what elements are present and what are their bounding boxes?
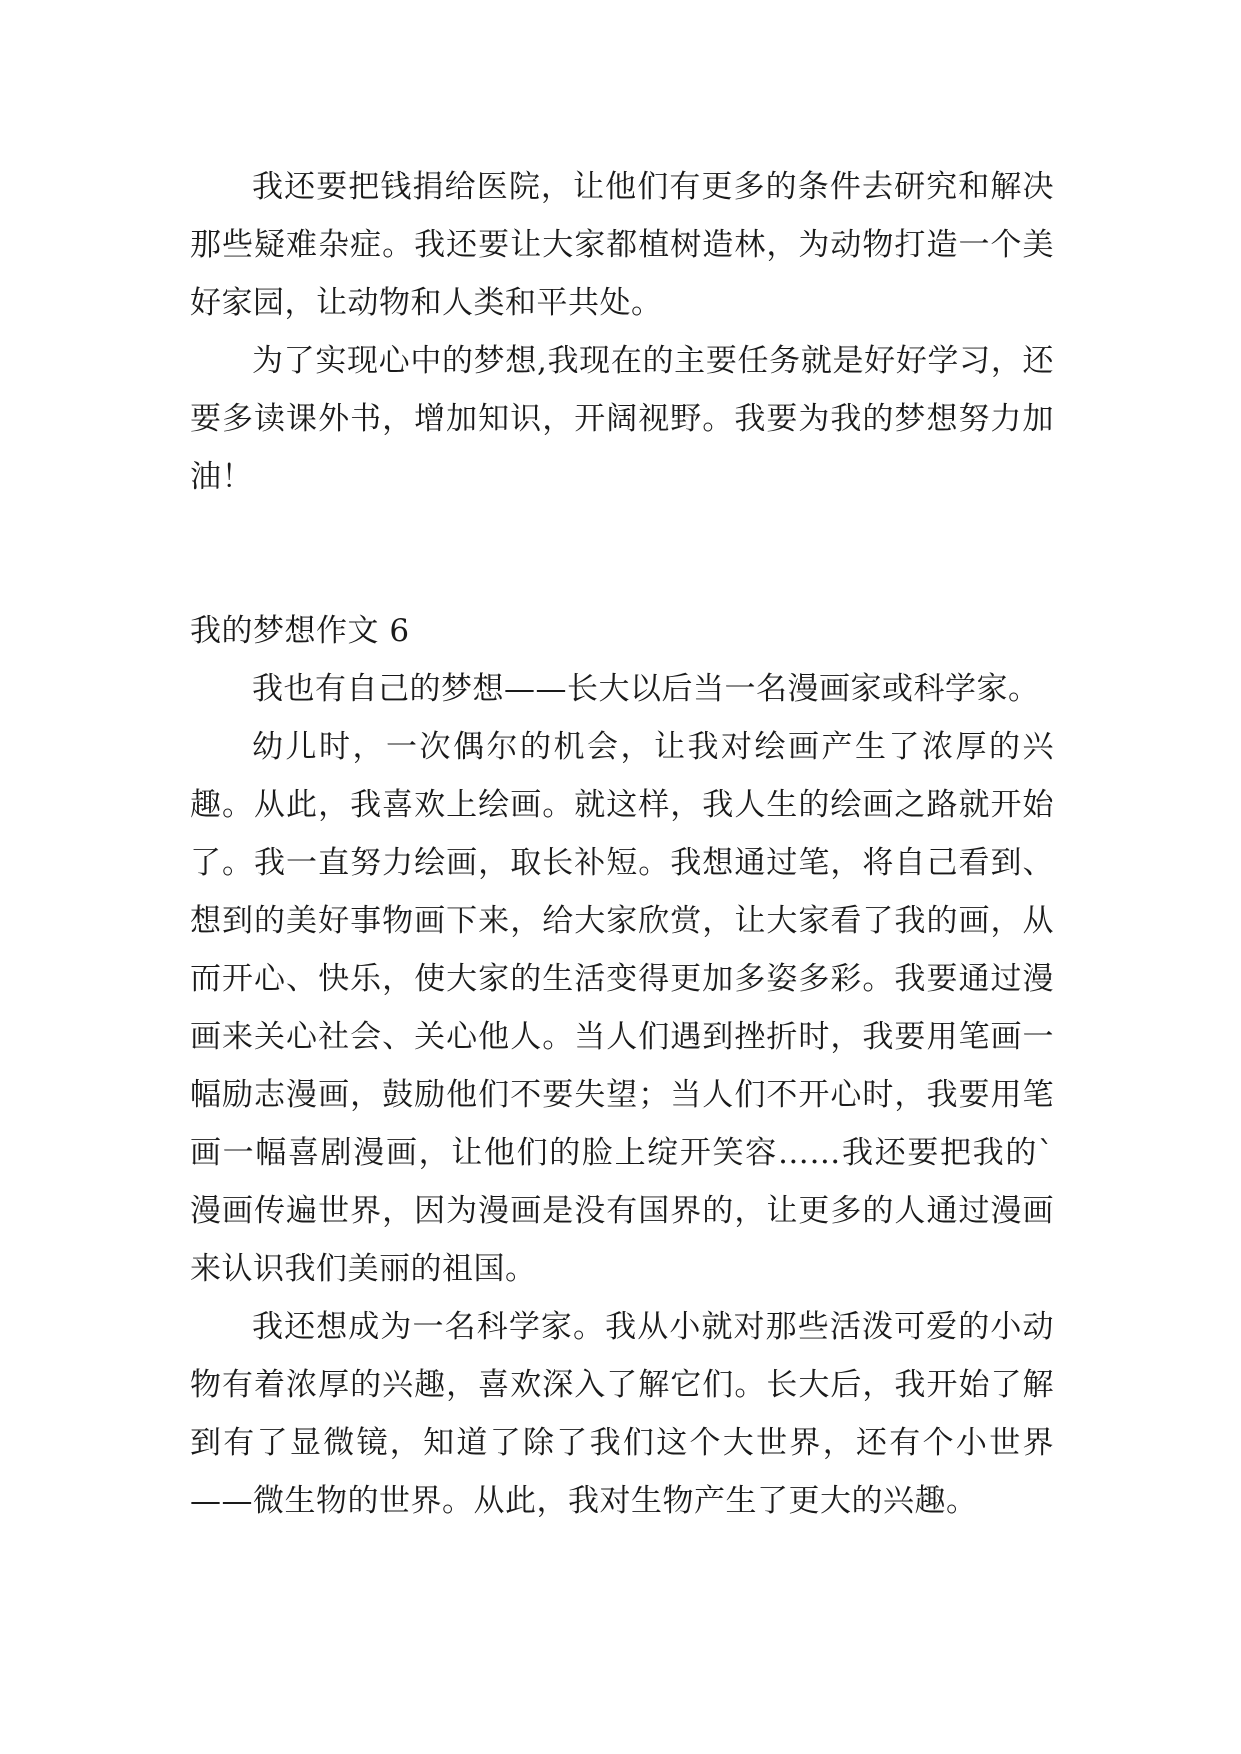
section-heading: 我的梦想作文 6 [190, 613, 410, 649]
paragraph-donation: 我还要把钱捐给医院，让他们有更多的条件去研究和解决那些疑难杂症。我还要让大家都植树造林，为动物打造一个美好家园，让动物和人类和平共处。 [190, 169, 1054, 321]
paragraph-dream-intro: 我也有自己的梦想——长大以后当一名漫画家或科学家。 [252, 671, 1040, 707]
document-body [190, 158, 1054, 1530]
paragraph-scientist: 我还想成为一名科学家。我从小就对那些活泼可爱的小动物有着浓厚的兴趣，喜欢深入了解它们。长大后，我开始了解到有了显微镜，知道了除了我们这个大世界，还有个小世界——微生物的世界。从此，我对生物产生了更大的兴趣。 [190, 1309, 1054, 1519]
paragraph-cartoonist: 幼儿时，一次偶尔的机会，让我对绘画产生了浓厚的兴趣。从此，我喜欢上绘画。就这样，我人生的绘画之路就开始了。我一直努力绘画，取长补短。我想通过笔，将自己看到、想到的美好事物画下来，给大家欣赏，让大家看了我的画，从而开心、快乐，使大家的生活变得更加多姿多彩。我要通过漫画来关心社会、关心他人。当人们遇到挫折时，我要用笔画一幅励志漫画，鼓励他们不要失望；当人们不开心时，我要用笔画一幅喜剧漫画，让他们的脸上绽开笑容……我还要把我的`漫画传遍世界，因为漫画是没有国界的，让更多的人通过漫画来认识我们美丽的祖国。 [190, 729, 1054, 1287]
paragraph-study-plan: 为了实现心中的梦想,我现在的主要任务就是好好学习，还要多读课外书，增加知识，开阔视野。我要为我的梦想努力加油！ [190, 343, 1054, 495]
